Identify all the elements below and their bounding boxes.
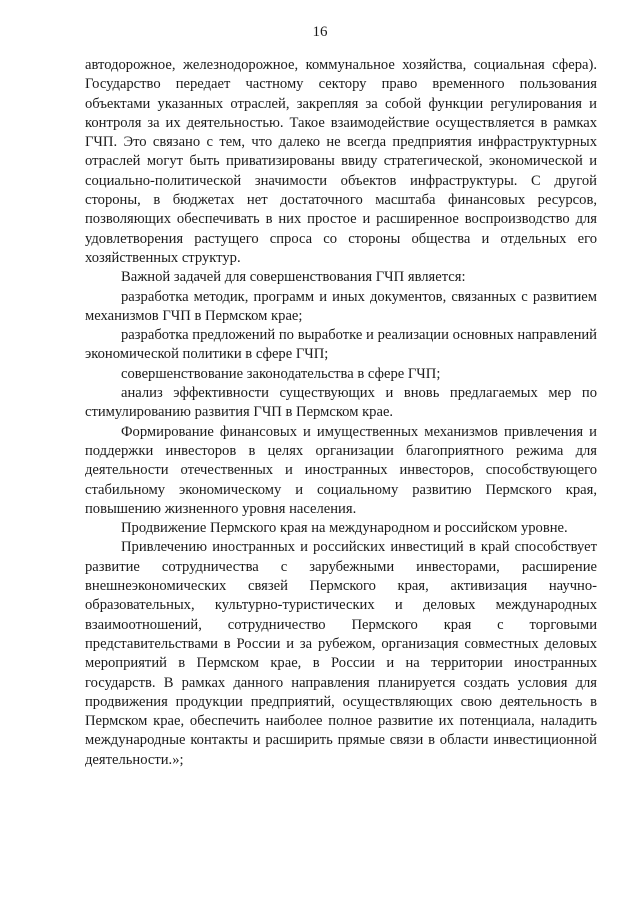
paragraph-promotion: Продвижение Пермского края на международном и российском уровне.	[121, 520, 568, 537]
paragraph-list-item: анализ эффективности существующих и вновь предлагаемых мер по стимулированию развития ГЧП в Пермском крае.	[85, 385, 597, 421]
paragraph-list-item: разработка методик, программ и иных документов, связанных с развитием механизмов ГЧП в Пермском крае;	[85, 288, 597, 324]
paragraph-list-item: разработка предложений по выработке и реализации основных направлений экономической политики в сфере ГЧП;	[85, 327, 597, 363]
paragraph-list-item: совершенствование законодательства в сфере ГЧП;	[121, 365, 441, 382]
paragraph-investment-attraction: Привлечению иностранных и российских инвестиций в край способствует развитие сотрудничества с зарубежными инвесторами, расширение внешнеэкономических связей Пермского края, активизация научно-образовательных, культурно-туристических и деловых международных взаимоотношений, сотрудничество Пермского края с торговыми представительствами в России и за рубежом, организация совместных деловых мероприятий в Пермском крае, в России и на территории иностранных государств. В рамках данного направления планируется создать условия для продвижения продукции предприятий, осуществляющих свою деятельность в Пермском крае, обеспечить наиболее полное развитие их потенциала, наладить международные контакты и расширить прямые связи в области инвестиционной деятельности.»;	[85, 539, 597, 768]
body-text	[85, 56, 597, 770]
paragraph-continuation: автодорожное, железнодорожное, коммунальное хозяйства, социальная сфера). Государство передает частному сектору право временного пользования объектами указанных отраслей, закрепляя за собой функции регулирования и контроля за их деятельностью. Такое взаимодействие осуществляется в рамках ГЧП. Это связано с тем, что далеко не всегда предприятия инфраструктурных отраслей могут быть приватизированы ввиду стратегической, экономической и социально-политической значимости объектов инфраструктуры. С другой стороны, в бюджетах нет достаточного масштаба финансовых ресурсов, позволяющих обеспечивать в них простое и расширенное воспроизводство для удовлетворения растущего спроса со стороны общества и отдельных его хозяйственных структур.	[85, 57, 597, 266]
page-number: 16	[312, 24, 328, 40]
paragraph-financial-mechanisms: Формирование финансовых и имущественных механизмов привлечения и поддержки инвесторов в целях организации благоприятного режима для деятельности отечественных и иностранных инвесторов, способствующего стабильному экономическому и социальному развитию Пермского края, повышению жизненного уровня населения.	[85, 423, 597, 517]
paragraph-task-heading: Важной задачей для совершенствования ГЧП является:	[121, 269, 466, 286]
